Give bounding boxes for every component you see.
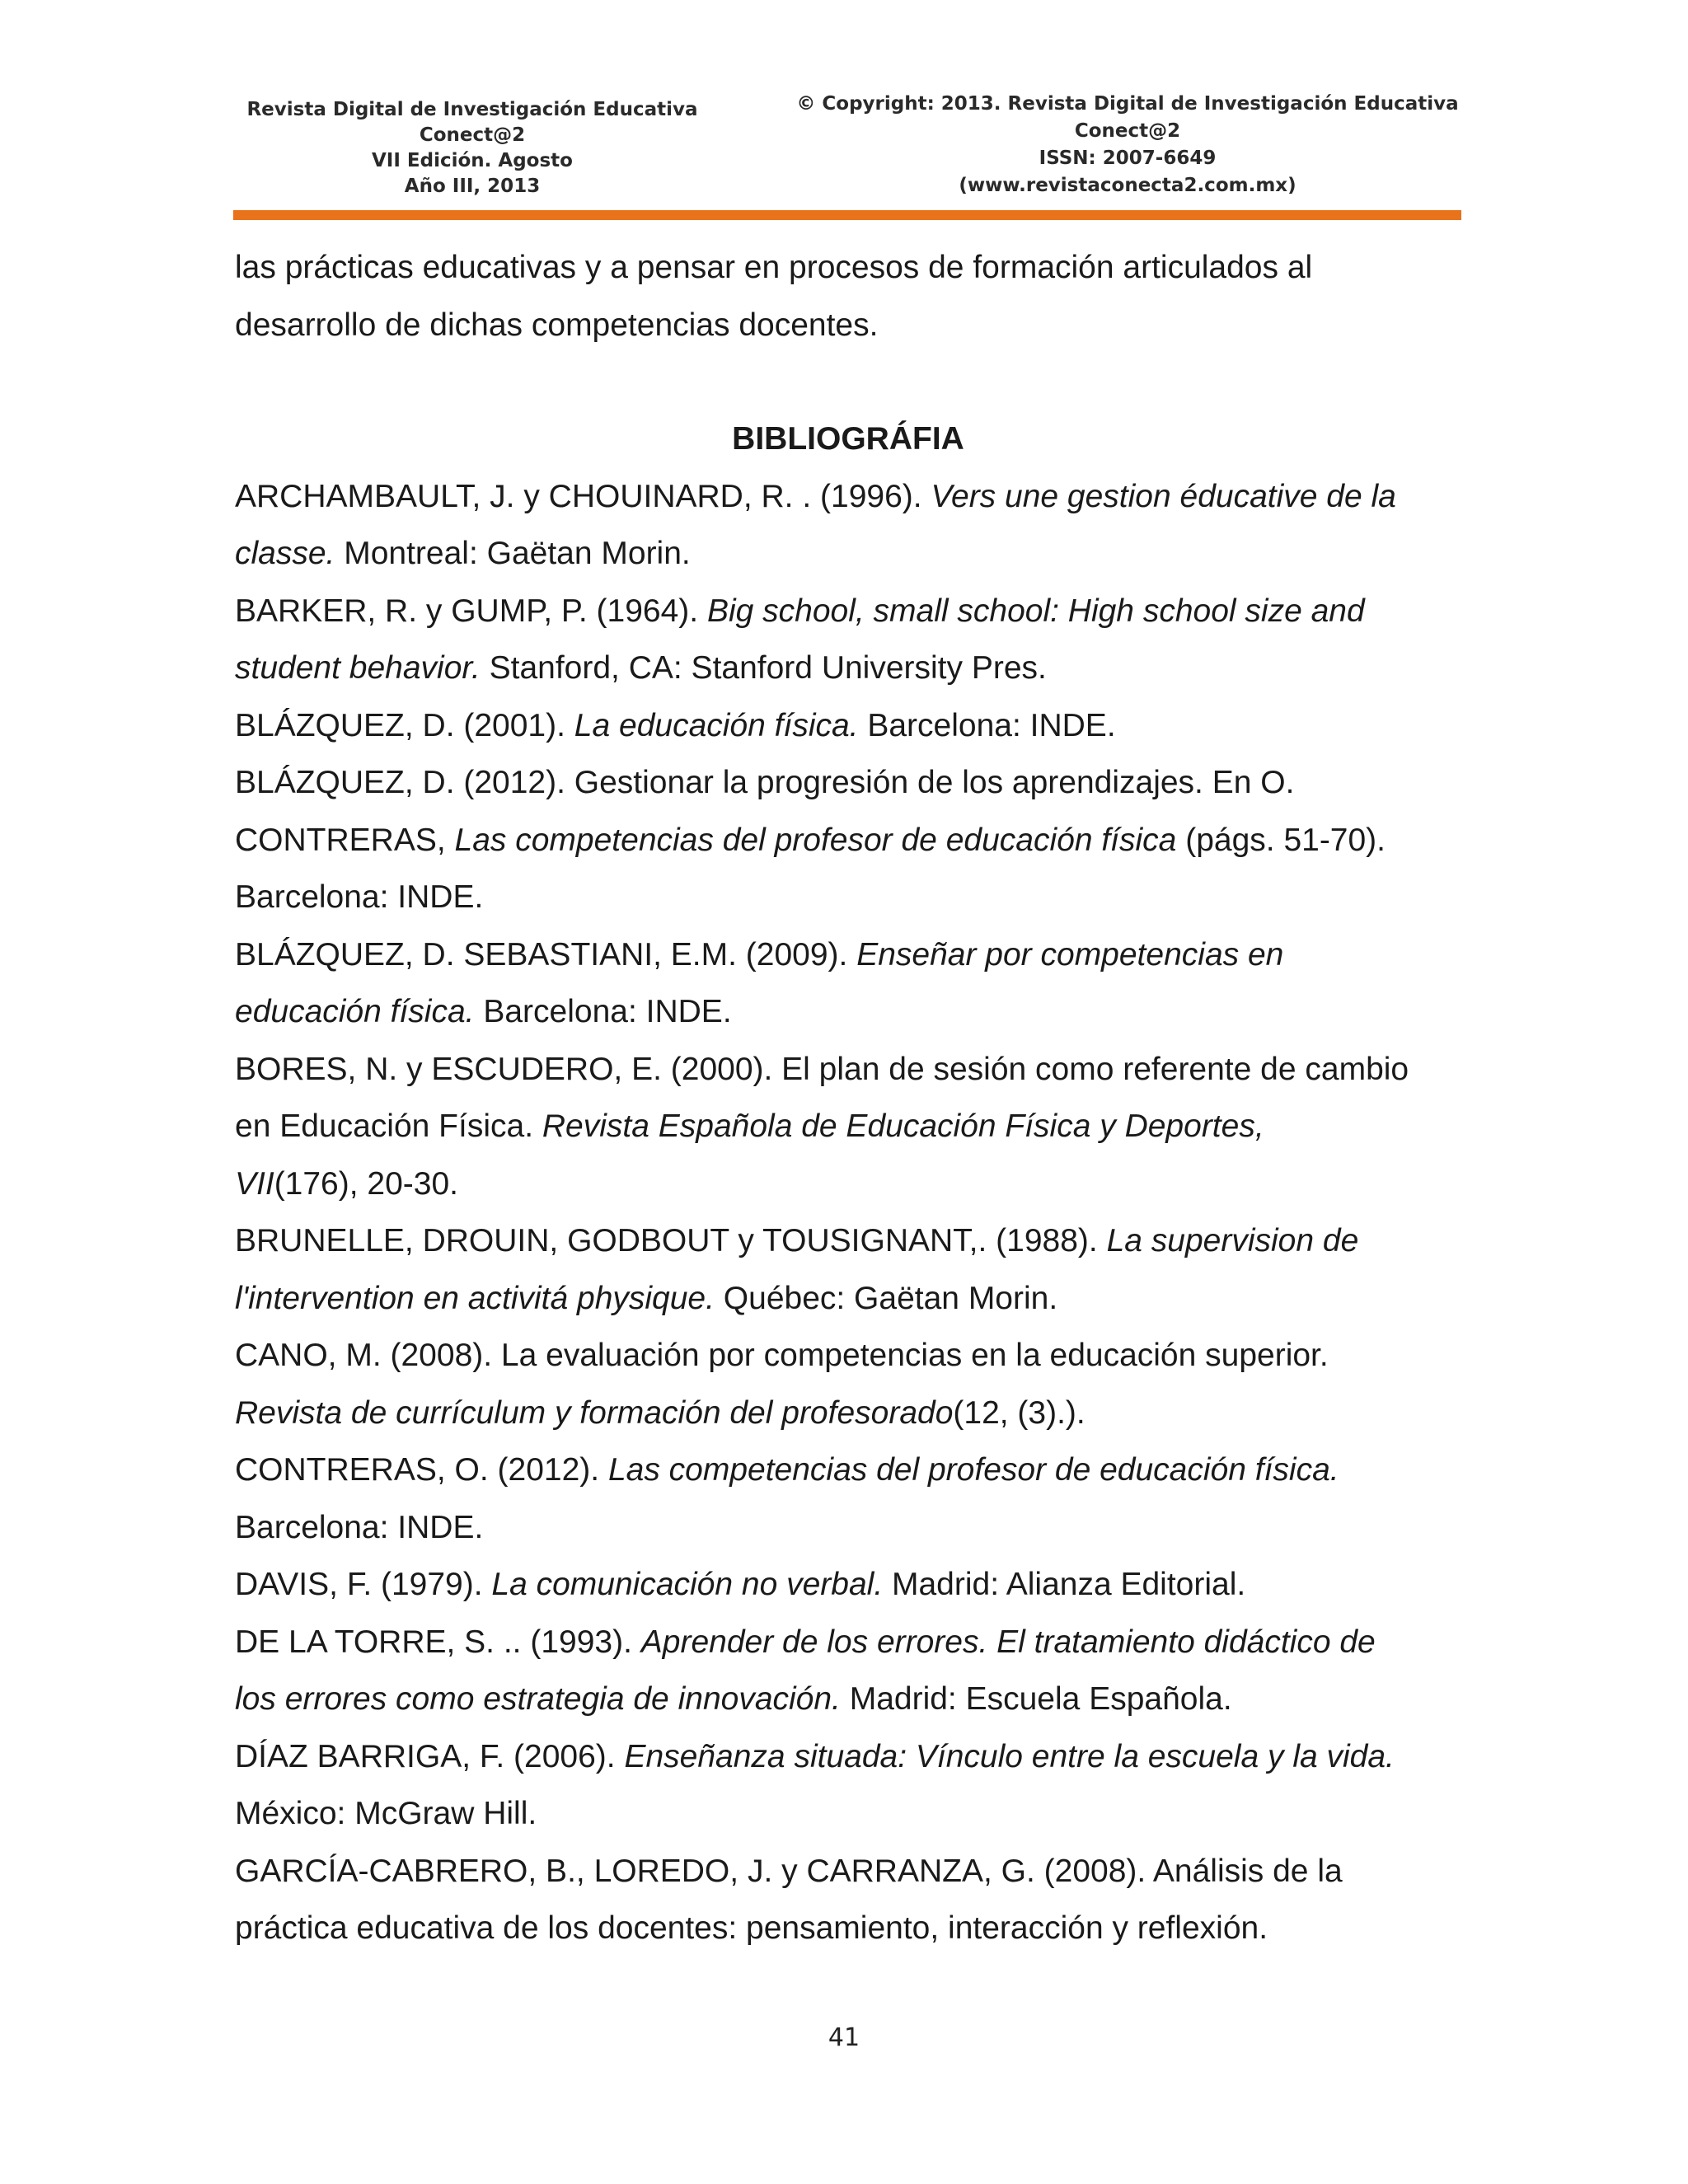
entry-line [235, 1212, 1461, 1270]
entry-title-text: La supervision de [1106, 1223, 1359, 1258]
entry-line [235, 1728, 1461, 1786]
entry-line [235, 468, 1461, 526]
entry-text: (12, (3).). [953, 1394, 1085, 1431]
entry-text: BORES, N. y ESCUDERO, E. (2000). El plan de sesión como referente de cambio [235, 1051, 1409, 1087]
entry-title-text: Aprender de los errores. El tratamiento didáctico de [640, 1624, 1376, 1660]
entry-line [235, 812, 1461, 869]
entry-text: (176), 20-30. [274, 1165, 458, 1202]
entry-line [235, 525, 1461, 583]
entry-line [235, 754, 1461, 812]
copyright-journal-short-name: Conect@2 [1074, 120, 1181, 142]
entry-text: Barcelona: INDE. [858, 707, 1116, 743]
journal-info [233, 97, 711, 199]
bibliography-entry [235, 1843, 1461, 1957]
entry-title-text: La educación física. [574, 707, 859, 743]
entry-line [235, 1385, 1461, 1442]
entry-line [235, 1327, 1461, 1385]
entry-title-text: Enseñanza situada: Vínculo entre la escuela y la vida. [624, 1738, 1395, 1774]
intro-line: desarrollo de dichas competencias docentes. [235, 307, 879, 343]
edition-label: VII Edición. Agosto [372, 150, 573, 171]
issn-label: ISSN: 2007-6649 [1039, 148, 1217, 169]
entry-title-text: Enseñar por competencias en [856, 936, 1284, 972]
entry-text: BRUNELLE, DROUIN, GODBOUT y TOUSIGNANT,. (1988). [235, 1223, 1107, 1258]
entry-line [235, 1098, 1461, 1155]
bibliography-entry [235, 754, 1461, 926]
entry-line [235, 1155, 1461, 1213]
entry-text: Madrid: Escuela Española. [840, 1681, 1232, 1717]
year-label: Año III, 2013 [404, 176, 541, 197]
bibliography-entry [235, 1041, 1461, 1213]
bibliography-entry [235, 697, 1461, 755]
bibliography-entry [235, 1441, 1461, 1556]
entry-line [235, 1041, 1461, 1099]
entry-line [235, 1441, 1461, 1499]
bibliography-entry [235, 926, 1461, 1041]
entry-title-text: los errores como estrategia de innovación. [235, 1681, 841, 1717]
entry-line [235, 1843, 1461, 1900]
entry-title-text: Big school, small school: High school size and [706, 593, 1365, 629]
entry-text: (págs. 51-70). [1176, 822, 1386, 858]
section-title: BIBLIOGRÁFIA [732, 421, 964, 457]
entry-text: BLÁZQUEZ, D. (2012). Gestionar la progresión de los aprendizajes. En O. [235, 765, 1295, 800]
entry-text: ARCHAMBAULT, J. y CHOUINARD, R. . (1996). [235, 478, 931, 514]
journal-short-name: Conect@2 [419, 124, 526, 146]
intro-line: las prácticas educativas y a pensar en procesos de formación articulados al [235, 250, 1313, 285]
entry-text: Madrid: Alianza Editorial. [883, 1567, 1246, 1602]
entry-line [235, 869, 1461, 926]
header-divider [233, 210, 1461, 220]
entry-text: GARCÍA-CABRERO, B., LOREDO, J. y CARRANZA, G. (2008). Análisis de la [235, 1853, 1343, 1889]
entry-title-text: Las competencias del profesor de educación física. [607, 1452, 1339, 1488]
copyright-line: © Copyright: 2013. Revista Digital de Investigación Educativa [796, 93, 1459, 115]
bibliography-entry [235, 1614, 1461, 1728]
entry-line [235, 1499, 1461, 1557]
entry-title-text: student behavior. [235, 650, 481, 686]
entry-text: CONTRERAS, O. (2012). [235, 1452, 608, 1488]
page-header [233, 91, 1461, 214]
entry-text: Montreal: Gaëtan Morin. [335, 536, 691, 571]
entry-line [235, 583, 1461, 640]
entry-text: Barcelona: INDE. [235, 879, 484, 915]
page-number: 41 [828, 2023, 860, 2052]
bibliography-entry [235, 1728, 1461, 1843]
journal-name: Revista Digital de Investigación Educativa [246, 99, 698, 120]
entry-title-text: l'intervention en activitá physique. [235, 1280, 715, 1316]
copyright-info [794, 91, 1461, 199]
entry-title-text: Revista Española de Educación Física y Deportes, [542, 1108, 1264, 1144]
entry-line [235, 1671, 1461, 1728]
intro-paragraph [235, 239, 1461, 354]
entry-line [235, 640, 1461, 697]
entry-text: CANO, M. (2008). La evaluación por competencias en la educación superior. [235, 1338, 1329, 1373]
bibliography-entry [235, 1327, 1461, 1441]
entry-line [235, 926, 1461, 984]
entry-text: práctica educativa de los docentes: pensamiento, interacción y reflexión. [235, 1910, 1268, 1946]
bibliography-entry [235, 583, 1461, 697]
bibliography-entry [235, 1556, 1461, 1614]
entry-text: Barcelona: INDE. [474, 994, 732, 1029]
entry-line [235, 1785, 1461, 1843]
bibliography-entry [235, 468, 1461, 583]
entry-text: Stanford, CA: Stanford University Pres. [480, 650, 1047, 686]
bibliography-entry [235, 1212, 1461, 1327]
entry-text: BLÁZQUEZ, D. (2001). [235, 707, 574, 743]
entry-text: Barcelona: INDE. [235, 1509, 484, 1545]
entry-line [235, 1270, 1461, 1328]
entry-title-text: Las competencias del profesor de educación física [454, 822, 1177, 858]
entry-text: en Educación Física. [235, 1108, 542, 1144]
entry-title-text: classe. [235, 536, 335, 571]
bibliography-list [235, 468, 1461, 1957]
entry-line [235, 1900, 1461, 1957]
entry-text: CONTRERAS, [235, 822, 455, 858]
entry-title-text: VII [235, 1165, 274, 1202]
entry-text: DE LA TORRE, S. .. (1993). [235, 1624, 641, 1660]
entry-text: Québec: Gaëtan Morin. [714, 1280, 1058, 1316]
entry-title-text: educación física. [235, 994, 475, 1029]
entry-line [235, 1556, 1461, 1614]
entry-text: DAVIS, F. (1979). [235, 1567, 492, 1602]
entry-line [235, 983, 1461, 1041]
entry-title-text: Revista de currículum y formación del profesorado [235, 1394, 954, 1431]
entry-title-text: Vers une gestion éducative de la [931, 478, 1396, 514]
entry-line [235, 1614, 1461, 1671]
entry-title-text: La comunicación no verbal. [491, 1567, 884, 1602]
entry-text: BLÁZQUEZ, D. SEBASTIANI, E.M. (2009). [235, 936, 857, 972]
entry-text: DÍAZ BARRIGA, F. (2006). [235, 1738, 625, 1774]
entry-line [235, 697, 1461, 755]
entry-text: México: McGraw Hill. [235, 1796, 537, 1831]
page-body [235, 239, 1461, 1957]
website-label: (www.revistaconecta2.com.mx) [959, 175, 1296, 196]
entry-text: BARKER, R. y GUMP, P. (1964). [235, 593, 707, 629]
